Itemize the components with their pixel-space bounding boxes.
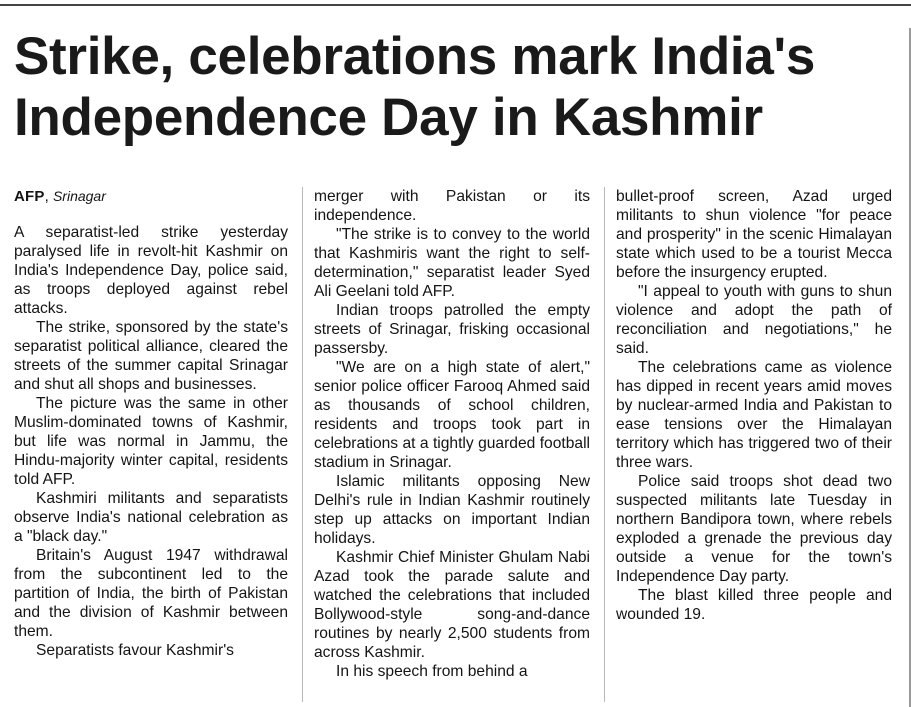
byline-separator: ,: [44, 188, 53, 205]
paragraph: "We are on a high state of alert," senior police officer Farooq Ahmed said as thousands of school children, residents and troops took part in celebrations at a tightly guarded football stadium in Srinagar.: [314, 359, 590, 471]
paragraph: The picture was the same in other Muslim-dominated towns of Kashmir, but life was normal in Jammu, the Hindu-majority winter capital, residents told AFP.: [14, 395, 288, 488]
column-divider: [302, 187, 303, 702]
paragraph: Kashmiri militants and separatists observe India's national celebration as a "black day.": [14, 490, 288, 545]
dateline: Srinagar: [52, 188, 106, 204]
paragraph: The strike, sponsored by the state's separatist political alliance, cleared the streets of the summer capital Srinagar and shut all shops and businesses.: [14, 319, 288, 393]
paragraph: Britain's August 1947 withdrawal from the subcontinent led to the partition of India, the birth of Pakistan and the division of Kashmir between them.: [14, 547, 288, 640]
article-column-1: [14, 187, 288, 702]
article-column-3: [616, 187, 892, 702]
byline-agency: AFP: [14, 188, 45, 205]
paragraph: Indian troops patrolled the empty streets of Srinagar, frisking occasional passersby.: [314, 302, 590, 357]
paragraph: The blast killed three people and wounded 19.: [616, 587, 892, 623]
paragraph: The celebrations came as violence has dipped in recent years amid moves by nuclear-armed India and Pakistan to ease tensions over the Himalayan territory which has triggered two of their three wars.: [616, 359, 892, 471]
article-column-2: [314, 187, 590, 702]
paragraph: bullet-proof screen, Azad urged militants to shun violence "for peace and prosperity" in the scenic Himalayan state which used to be a tourist Mecca before the insurgency erupted.: [616, 188, 892, 281]
top-rule: [0, 4, 911, 6]
column-divider: [604, 187, 605, 702]
paragraph: Separatists favour Kashmir's: [36, 642, 234, 659]
paragraph: In his speech from behind a: [336, 663, 528, 680]
headline: Strike, celebrations mark India's Independence Day in Kashmir: [14, 27, 815, 147]
paragraph: Islamic militants opposing New Delhi's rule in Indian Kashmir routinely step up attacks on important Indian holidays.: [314, 473, 590, 547]
paragraph: "I appeal to youth with guns to shun violence and adopt the path of reconciliation and negotiations," he said.: [616, 283, 892, 357]
paragraph: "The strike is to convey to the world that Kashmiris want the right to self-determination," separatist leader Syed Ali Geelani told AFP.: [314, 226, 590, 300]
paragraph: A separatist-led strike yesterday paralysed life in revolt-hit Kashmir on India's Independence Day, police said, as troops deployed against rebel attacks.: [14, 224, 288, 317]
paragraph: Kashmir Chief Minister Ghulam Nabi Azad took the parade salute and watched the celebrations that included Bollywood-style song-and-dance routines by nearly 2,500 students from across Kashmir.: [314, 549, 590, 661]
paragraph: Police said troops shot dead two suspected militants late Tuesday in northern Bandipora town, where rebels exploded a grenade the previous day outside a venue for the town's Independence Day party.: [616, 473, 892, 585]
byline: [14, 187, 288, 206]
paragraph: merger with Pakistan or its independence.: [314, 188, 590, 224]
